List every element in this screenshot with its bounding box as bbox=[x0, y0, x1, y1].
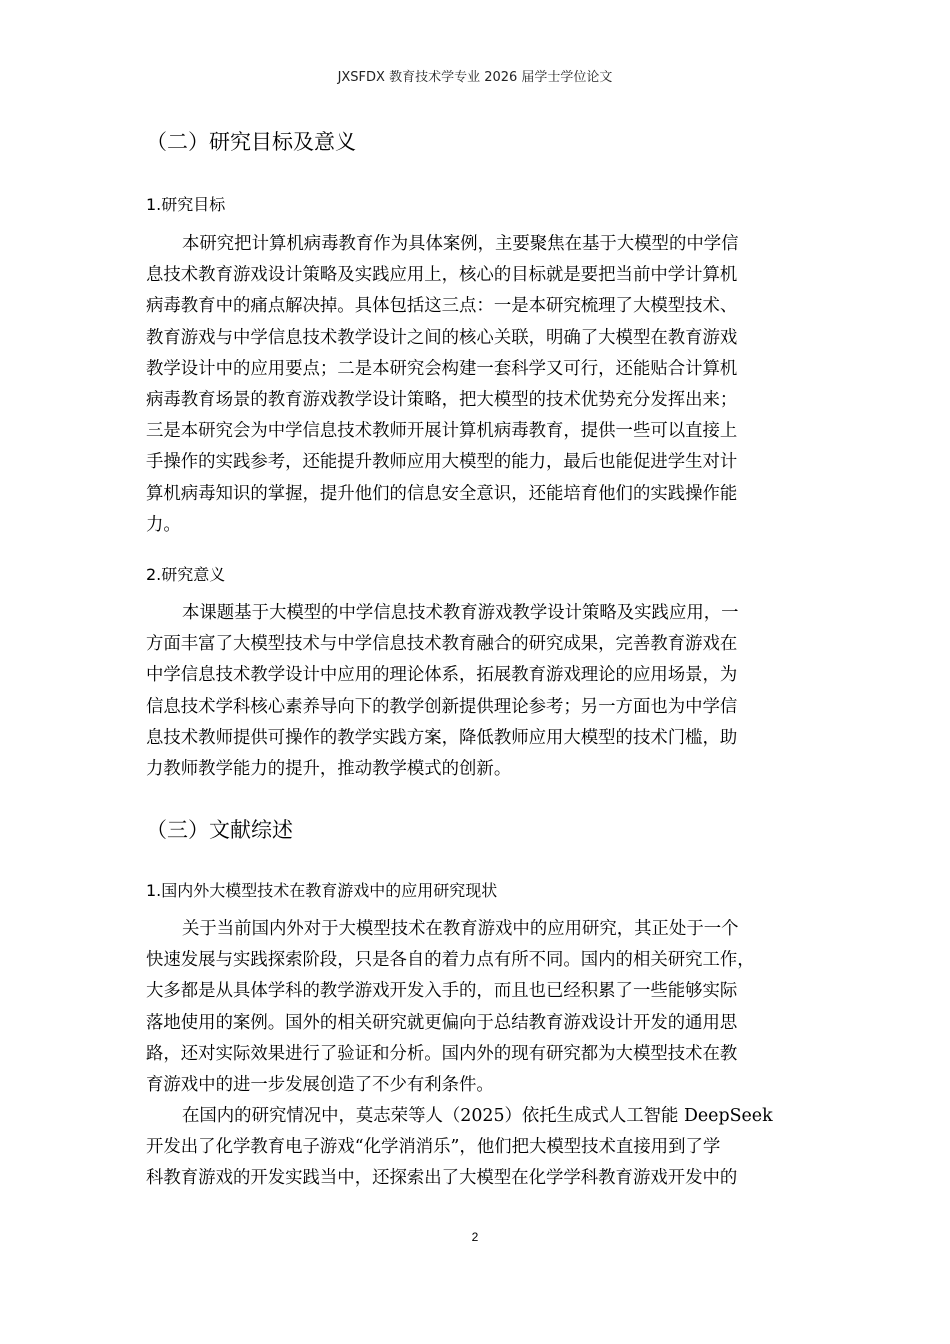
text-line: 方面丰富了大模型技术与中学信息技术教育融合的研究成果，完善教育游戏在 bbox=[146, 634, 738, 655]
text-line: 育游戏中的进一步发展创造了不少有利条件。 bbox=[146, 1074, 494, 1095]
text-line: 在国内的研究情况中，莫志荣等人（2025）依托生成式人工智能 DeepSeek bbox=[182, 1106, 773, 1126]
text-line: 本课题基于大模型的中学信息技术教育游戏教学设计策略及实践应用，一 bbox=[182, 603, 739, 623]
paragraph-research-objective bbox=[146, 229, 806, 541]
text-line: 病毒教育场景的教育游戏教学设计策略，把大模型的技术优势充分发挥出来； bbox=[146, 389, 738, 410]
paragraph-status-overview bbox=[146, 914, 806, 1101]
paragraph-research-significance bbox=[146, 598, 806, 785]
text-line: 息技术教育游戏设计策略及实践应用上，核心的目标就是要把当前中学计算机 bbox=[146, 265, 738, 286]
text-line: 手操作的实践参考，还能提升教师应用大模型的能力，最后也能促进学生对计 bbox=[146, 452, 738, 473]
text-line: 教学设计中的应用要点；二是本研究会构建一套科学又可行，还能贴合计算机 bbox=[146, 358, 738, 379]
page-number: 2 bbox=[471, 1230, 479, 1244]
text-line: 快速发展与实践探索阶段，只是各自的着力点有所不同。国内的相关研究工作， bbox=[146, 950, 755, 971]
section-heading-literature-review: （三）文献综述 bbox=[146, 818, 293, 842]
text-line: 力教师教学能力的提升，推动教学模式的创新。 bbox=[146, 758, 512, 779]
text-line: 大多都是从具体学科的教学游戏开发入手的，而且也已经积累了一些能够实际 bbox=[146, 981, 738, 1002]
text-line: 开发出了化学教育电子游戏“化学消消乐”，他们把大模型技术直接用到了学 bbox=[146, 1137, 721, 1158]
text-line: 中学信息技术教学设计中应用的理论体系，拓展教育游戏理论的应用场景，为 bbox=[146, 665, 738, 686]
text-line: 本研究把计算机病毒教育作为具体案例，主要聚焦在基于大模型的中学信 bbox=[182, 234, 739, 254]
text-line: 三是本研究会为中学信息技术教师开展计算机病毒教育，提供一些可以直接上 bbox=[146, 421, 738, 442]
subheading-llm-edu-games-status: 1.国内外大模型技术在教育游戏中的应用研究现状 bbox=[146, 881, 498, 900]
running-header: JXSFDX 教育技术学专业 2026 届学士学位论文 bbox=[337, 70, 613, 85]
text-line: 关于当前国内外对于大模型技术在教育游戏中的应用研究，其正处于一个 bbox=[182, 919, 739, 939]
text-line: 落地使用的案例。国外的相关研究就更偏向于总结教育游戏设计开发的通用思 bbox=[146, 1012, 738, 1033]
paragraph-domestic-research bbox=[146, 1101, 806, 1195]
text-line: 算机病毒知识的掌握，提升他们的信息安全意识，还能培育他们的实践操作能 bbox=[146, 483, 738, 504]
text-line: 息技术教师提供可操作的教学实践方案，降低教师应用大模型的技术门槛，助 bbox=[146, 727, 738, 748]
text-line: 病毒教育中的痛点解决掉。具体包括这三点：一是本研究梳理了大模型技术、 bbox=[146, 296, 738, 317]
text-line: 教育游戏与中学信息技术教学设计之间的核心关联，明确了大模型在教育游戏 bbox=[146, 327, 738, 348]
section-heading-research-goals: （二）研究目标及意义 bbox=[146, 130, 356, 154]
subheading-research-significance: 2.研究意义 bbox=[146, 565, 226, 584]
subheading-research-objective: 1.研究目标 bbox=[146, 195, 226, 214]
text-line: 路，还对实际效果进行了验证和分析。国内外的现有研究都为大模型技术在教 bbox=[146, 1043, 738, 1064]
text-line: 信息技术学科核心素养导向下的教学创新提供理论参考；另一方面也为中学信 bbox=[146, 696, 738, 717]
text-line: 力。 bbox=[146, 514, 181, 535]
text-line: 科教育游戏的开发实践当中，还探索出了大模型在化学学科教育游戏开发中的 bbox=[146, 1168, 738, 1189]
